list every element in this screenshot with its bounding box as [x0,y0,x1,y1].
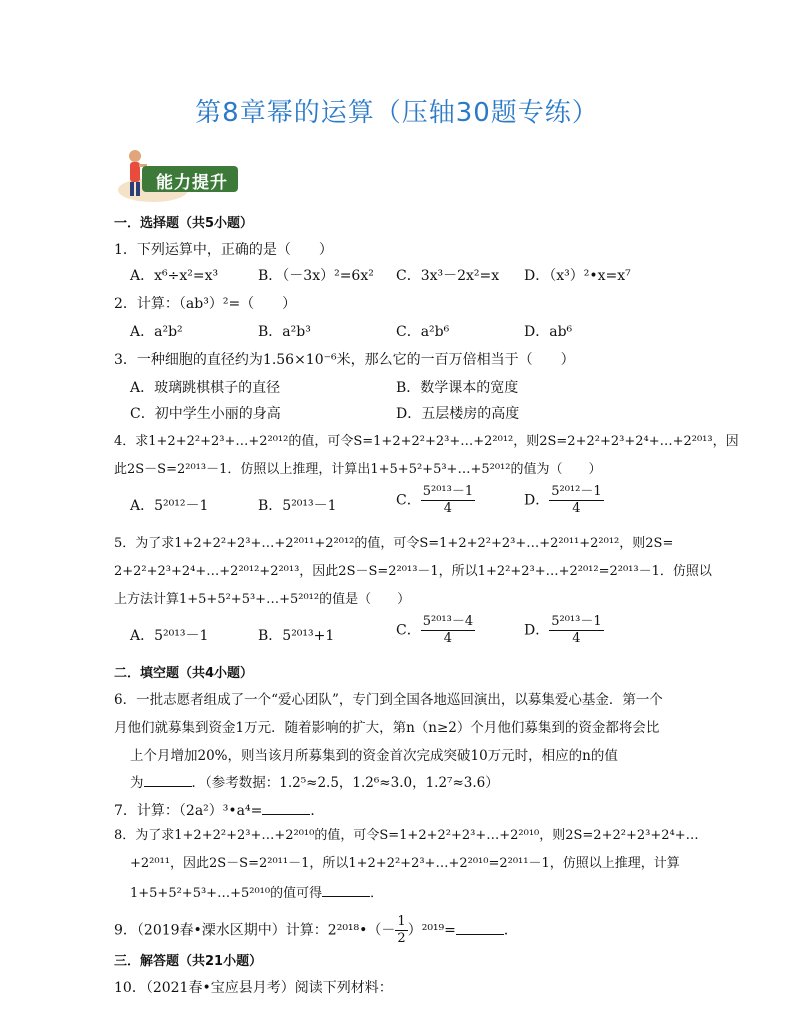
q5-line-2: 2+2²+2³+2⁴+…+2²⁰¹²+2²⁰¹³，因此2S－S=2²⁰¹³－1，所以1+2²+2³+…+2²⁰¹²=2²⁰¹³－1．仿照以 [114,564,712,579]
q6-line-4-prefix: 为 [130,775,144,791]
q3-option-b: B．数学课本的宽度 [396,380,519,396]
q2-option-c: C．a²b⁶ [396,324,450,340]
q9-stem: 9．（2019春•溧水区期中）计算：2²⁰¹⁸•（－ [114,922,396,939]
q3-option-c: C．初中学生小丽的身高 [130,406,281,422]
q5-option-c-label: C． [396,622,421,639]
q7-answer-blank[interactable] [262,800,310,815]
q6-line-2: 月他们就募集到资金1万元．随着影响的扩大，第n（n≥2）个月他们募集到的资金都将会比 [114,720,660,736]
q9-line [114,914,518,947]
q4-option-b: B．5²⁰¹³－1 [258,498,337,514]
q2-stem: 2．计算：（ab³）²=（ ） [114,296,297,312]
q8-line-1: 8．为了求1+2+2²+2³+…+2²⁰¹⁰的值，可令S=1+2+2²+2³+…+2²⁰¹⁰，则2S=2+2²+2³+2⁴+… [114,828,699,843]
q7-line [114,800,324,821]
q4-option-a: A．5²⁰¹²－1 [130,498,209,514]
q4-option-c-denominator: 4 [443,501,453,516]
q6-line-1: 6．一批志愿者组成了一个“爱心团队”，专门到全国各地巡回演出，以募集爱心基金．第一个 [114,692,663,708]
q5-option-d-denominator: 4 [572,631,581,646]
ability-badge [114,148,244,204]
q7-suffix: ． [310,803,325,819]
q5-line-1: 5．为了求1+2+2²+2³+…+2²⁰¹¹+2²⁰¹²的值，可令S=1+2+2²+2³+…+2²⁰¹¹+2²⁰¹²，则2S= [114,536,674,551]
page-title: 第8章幂的运算（压轴30题专练） [195,98,599,128]
q9-fraction [395,914,407,947]
q3-option-a: A．玻璃跳棋棋子的直径 [130,380,281,396]
q1-option-d: D．（x³）²•x=x⁷ [524,268,631,284]
q4-option-c-label: C． [396,492,421,509]
q2-option-d: D．ab⁶ [524,324,573,340]
q8-line-3 [130,882,383,904]
q6-answer-blank[interactable] [144,772,192,787]
q4-option-d-fraction [549,484,603,517]
q4-option-c-numerator: 5²⁰¹³－1 [422,484,474,499]
q4-option-c [396,484,475,517]
q2-option-b: B．a²b³ [258,324,311,340]
q8-answer-blank[interactable] [322,882,370,897]
q3-option-d: D．五层楼房的高度 [396,406,520,422]
q5-option-c-fraction [421,614,475,647]
q4-line-1: 4．求1+2+2²+2³+…+2²⁰¹²的值，可令S=1+2+2²+2³+…+2²⁰¹²，则2S=2+2²+2³+2⁴+…+2²⁰¹³，因 [114,434,739,449]
section-heading-choice: 一．选择题（共5小题） [114,216,254,231]
q4-option-d [524,484,604,517]
q4-line-2: 此2S－S=2²⁰¹³－1．仿照以上推理，计算出1+5+5²+5³+…+5²⁰¹²的值为（ ） [114,462,602,477]
q5-option-c-numerator: 5²⁰¹³－4 [422,614,474,629]
q9-suffix: ． [503,922,518,939]
q1-option-c: C．3x³－2x²=x [396,268,500,284]
q4-option-c-fraction [421,484,475,517]
q9-answer-blank[interactable] [456,920,504,935]
q5-option-a: A．5²⁰¹³－1 [130,628,209,644]
q8-line-2: +2²⁰¹¹，因此2S－S=2²⁰¹¹－1，所以1+2+2²+2³+…+2²⁰¹⁰=2²⁰¹¹－1，仿照以上推理，计算 [130,856,680,871]
q5-line-3: 上方法计算1+5+5²+5³+…+5²⁰¹²的值是（ ） [114,592,411,607]
q3-stem: 3．一种细胞的直径约为1.56×10⁻⁶米，那么它的一百万倍相当于（ ） [114,352,575,368]
q1-option-b: B．（－3x）²=6x² [258,268,374,284]
q5-option-c [396,614,475,647]
q5-option-b: B．5²⁰¹³+1 [258,628,335,644]
q7-stem: 7．计算：（2a²）³•a⁴= [114,803,263,819]
q4-option-d-denominator: 4 [572,501,581,516]
q9-denominator: 2 [397,931,406,946]
q8-line-3-prefix: 1+5+5²+5³+…+5²⁰¹⁰的值可得 [130,886,323,901]
q5-option-d-label: D． [524,622,550,639]
q6-line-4-suffix: ．（参考数据：1.2⁵≈2.5，1.2⁶≈3.0，1.2⁷≈3.6） [191,775,499,791]
q10-stem: 10．（2021春•宝应县月考）阅读下列材料： [114,980,393,996]
q5-option-d-numerator: 5²⁰¹³－1 [551,614,602,629]
badge-label: 能力提升 [156,173,228,193]
section-heading-solve: 三．解答题（共21小题） [114,954,263,969]
q9-numerator: 1 [397,914,406,929]
q1-stem: 1．下列运算中，正确的是（ ） [114,242,333,258]
q5-option-d-fraction [549,614,603,647]
q6-line-3: 上个月增加20%，则当该月所募集到的资金首次完成突破10万元时，相应的n的值 [130,748,618,764]
q5-option-c-denominator: 4 [443,631,453,646]
q4-option-d-numerator: 5²⁰¹²－1 [551,484,602,499]
q9-power: ）²⁰¹⁹= [407,922,456,939]
q6-line-4 [130,772,499,793]
badge-bar [142,166,238,192]
section-heading-fill: 二．填空题（共4小题） [114,666,254,681]
q4-option-d-label: D． [524,492,550,509]
q8-line-3-suffix: ． [370,886,384,901]
q5-option-d [524,614,604,647]
q2-option-a: A．a²b² [130,324,183,340]
q1-option-a: A．x⁶÷x²=x³ [130,268,219,284]
